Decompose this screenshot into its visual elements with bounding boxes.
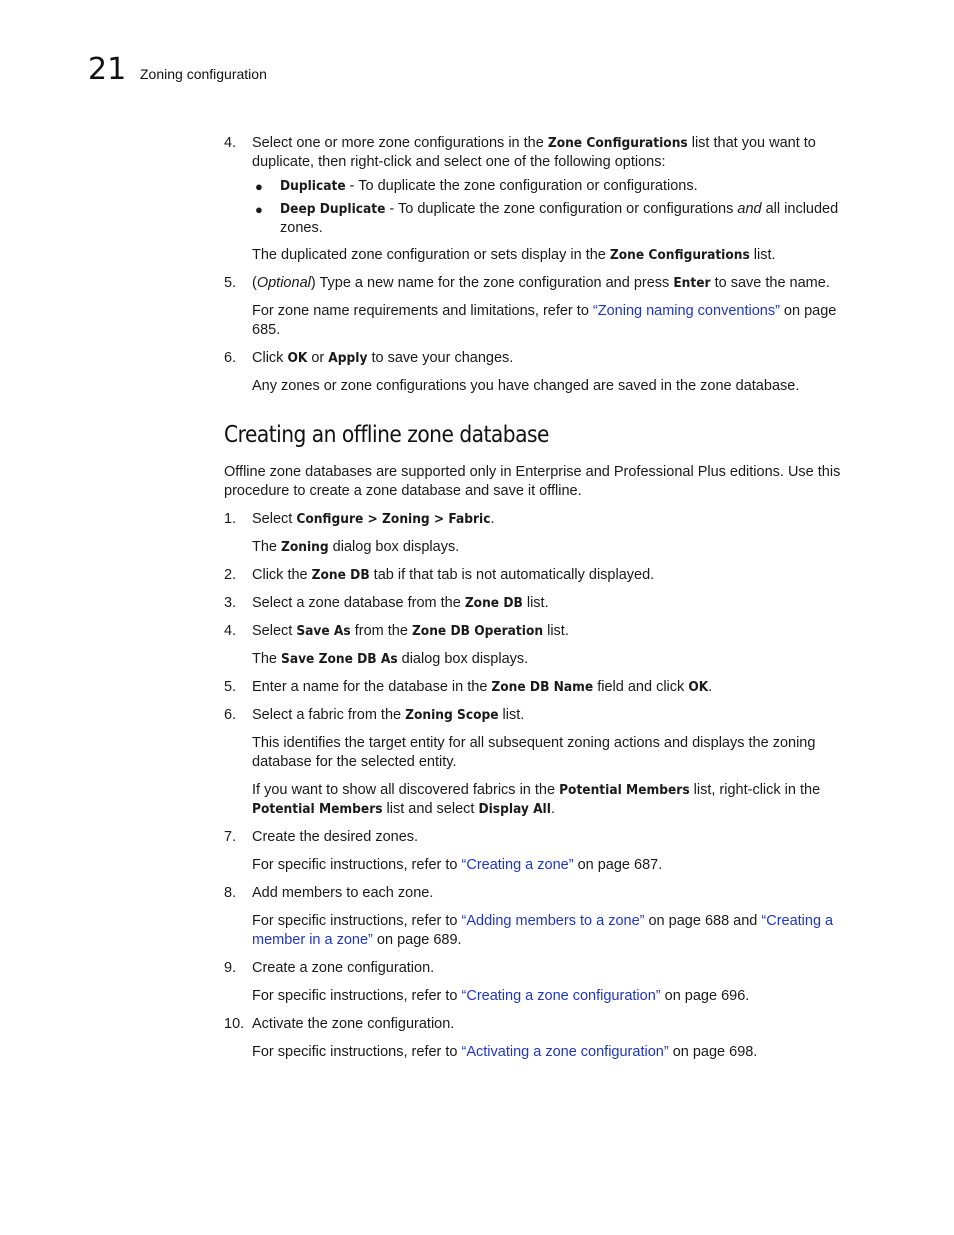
step-note: The duplicated zone configuration or sets display in the Zone Configurations list. — [252, 247, 776, 263]
xref-link[interactable]: “Creating a zone configuration” — [461, 988, 661, 1004]
step-number: 7. — [224, 829, 237, 845]
step-text: Select one or more zone configurations in the Zone Configurations list that you want to duplicate, then right-click and select one of the following options: — [252, 135, 816, 170]
step-number: 4. — [224, 623, 237, 639]
step-note: The Zoning dialog box displays. — [252, 539, 460, 555]
step-text: Activate the zone configuration. — [252, 1016, 455, 1032]
step-number: 2. — [224, 567, 237, 583]
step-number: 5. — [224, 275, 237, 291]
bullet-item: Deep Duplicate - To duplicate the zone configuration or configurations and all included zones. — [280, 201, 839, 236]
step-note: The Save Zone DB As dialog box displays. — [252, 651, 529, 667]
step-text: Select Save As from the Zone DB Operation list. — [252, 623, 569, 639]
step-note: For specific instructions, refer to “Adding members to a zone” on page 688 and “Creating a member in a zone” on page 689. — [252, 913, 834, 948]
step-text: Select Configure > Zoning > Fabric. — [252, 511, 495, 527]
step-number: 1. — [224, 511, 237, 527]
step-number: 8. — [224, 885, 237, 901]
step-note: Any zones or zone configurations you have changed are saved in the zone database. — [252, 378, 800, 394]
step-number: 5. — [224, 679, 237, 695]
xref-link[interactable]: “Adding members to a zone” — [461, 913, 645, 929]
step-text: (Optional) Type a new name for the zone configuration and press Enter to save the name. — [252, 275, 830, 291]
bullet-icon: ● — [255, 202, 263, 217]
step-note: For specific instructions, refer to “Activating a zone configuration” on page 698. — [252, 1044, 758, 1060]
step-text: Select a fabric from the Zoning Scope list. — [252, 707, 525, 723]
step-number: 3. — [224, 595, 237, 611]
step-text: Click OK or Apply to save your changes. — [252, 350, 514, 366]
xref-link[interactable]: “Activating a zone configuration” — [461, 1044, 669, 1060]
step-text: Create a zone configuration. — [252, 960, 435, 976]
step-text: Create the desired zones. — [252, 829, 419, 845]
step-number: 10. — [224, 1016, 245, 1032]
chapter-title: Zoning configuration — [140, 66, 267, 82]
step-text: Add members to each zone. — [252, 885, 434, 901]
step-number: 9. — [224, 960, 237, 976]
step-note: For zone name requirements and limitations, refer to “Zoning naming conventions” on page 685. — [252, 303, 837, 338]
step-text: Select a zone database from the Zone DB list. — [252, 595, 549, 611]
step-note: If you want to show all discovered fabrics in the Potential Members list, right-click in the Potential Members list and select Display All. — [252, 782, 821, 817]
step-text: Enter a name for the database in the Zone DB Name field and click OK. — [252, 679, 713, 695]
xref-link[interactable]: “Zoning naming conventions” — [592, 303, 780, 319]
step-number: 4. — [224, 135, 237, 151]
section-heading: Creating an offline zone database — [224, 422, 549, 448]
step-number: 6. — [224, 707, 237, 723]
step-number: 6. — [224, 350, 237, 366]
bullet-icon: ● — [255, 179, 263, 194]
step-text: Click the Zone DB tab if that tab is not automatically displayed. — [252, 567, 655, 583]
xref-link[interactable]: “Creating a member in a zone” — [252, 913, 834, 948]
xref-link[interactable]: “Creating a zone” — [461, 857, 574, 873]
step-note: This identifies the target entity for all subsequent zoning actions and displays the zoning database for the selected entity. — [252, 735, 816, 770]
step-note: For specific instructions, refer to “Creating a zone configuration” on page 696. — [252, 988, 750, 1004]
step-note: For specific instructions, refer to “Creating a zone” on page 687. — [252, 857, 663, 873]
bullet-item: Duplicate - To duplicate the zone configuration or configurations. — [280, 178, 698, 194]
chapter-number: 21 — [88, 52, 127, 87]
section-intro: Offline zone databases are supported only in Enterprise and Professional Plus editions. Use this procedure to create a zone database and save it offline. — [224, 464, 841, 499]
